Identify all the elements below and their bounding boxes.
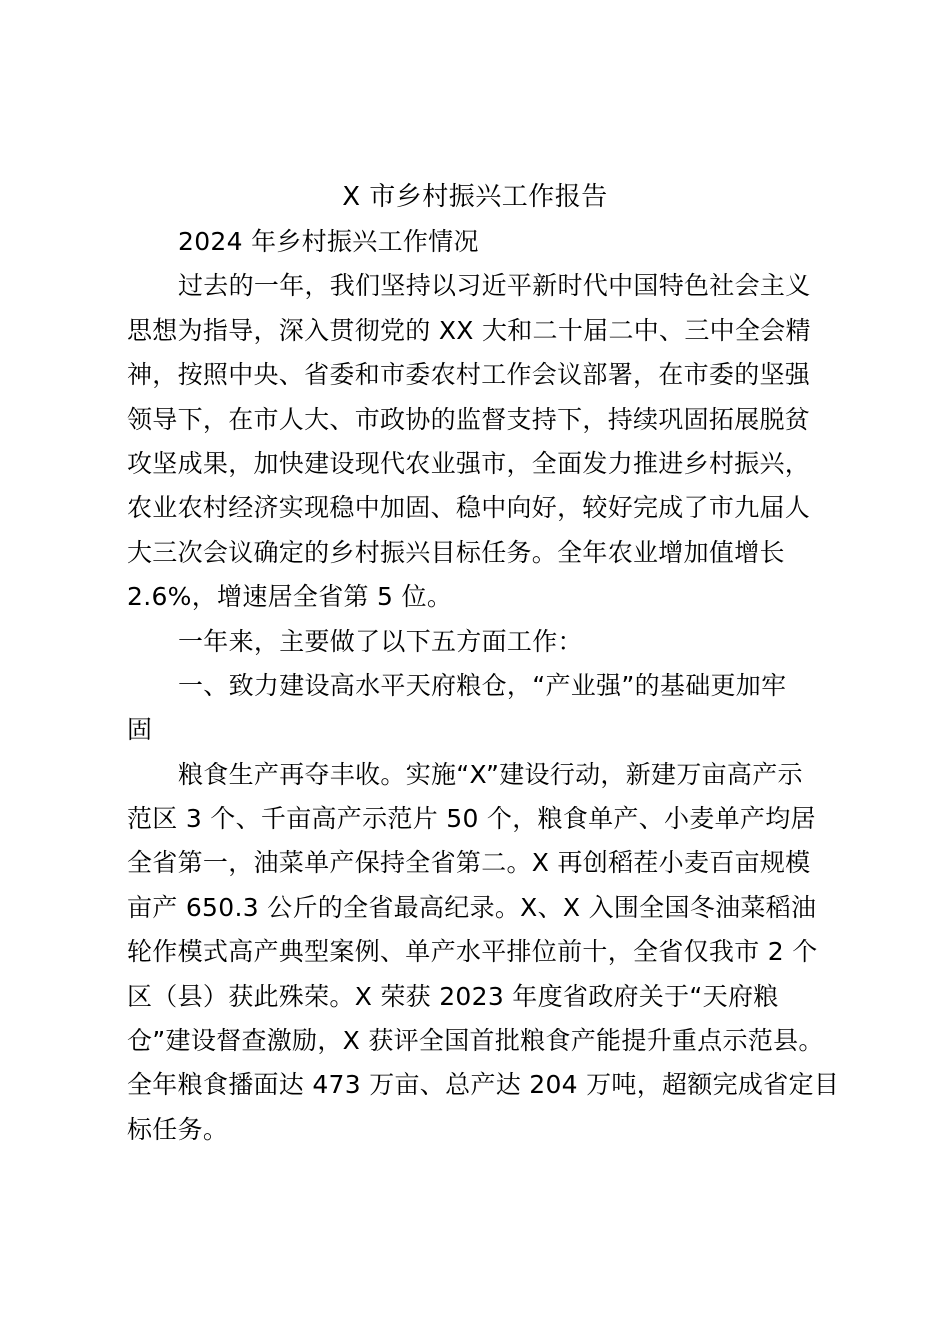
paragraph-line: 2.6%，增速居全省第 5 位。 [127, 582, 453, 612]
paragraph-line: 一年来，主要做了以下五方面工作： [178, 626, 583, 656]
paragraph-line: 范区 3 个、千亩高产示范片 50 个，粮食单产、小麦单产均居 [127, 804, 816, 834]
section-heading-one: 一、致力建设高水平天府粮仓，“产业强”的基础更加牢 [178, 670, 787, 700]
paragraph-line: 仓”建设督查激励，X 获评全国首批粮食产能提升重点示范县。 [127, 1026, 824, 1056]
paragraph-line: 领导下，在市人大、市政协的监督支持下，持续巩固拓展脱贫 [127, 404, 811, 434]
section-heading-2024: 2024 年乡村振兴工作情况 [178, 227, 479, 256]
paragraph-line: 亩产 650.3 公斤的全省最高纪录。X、X 入围全国冬油菜稻油 [127, 892, 817, 922]
document-title: X 市乡村振兴工作报告 [342, 182, 608, 212]
paragraph-line: 攻坚成果，加快建设现代农业强市，全面发力推进乡村振兴， [127, 448, 811, 478]
paragraph-line: 全省第一，油菜单产保持全省第二。X 再创稻茬小麦百亩规模 [127, 848, 811, 878]
paragraph-line: 农业农村经济实现稳中加固、稳中向好，较好完成了市九届人 [127, 493, 811, 523]
paragraph-line: 轮作模式高产典型案例、单产水平排位前十，全省仅我市 2 个 [127, 937, 818, 967]
paragraph-line: 思想为指导，深入贯彻党的 XX 大和二十届二中、三中全会精 [127, 315, 811, 345]
paragraph-line: 神，按照中央、省委和市委农村工作会议部署，在市委的坚强 [127, 360, 811, 390]
section-heading-one-cont: 固 [127, 715, 153, 745]
paragraph-line: 标任务。 [127, 1114, 229, 1144]
paragraph-line: 全年粮食播面达 473 万亩、总产达 204 万吨，超额完成省定目 [127, 1070, 840, 1100]
paragraph-line: 过去的一年，我们坚持以习近平新时代中国特色社会主义 [178, 271, 811, 301]
paragraph-line: 区（县）获此殊荣。X 荣获 2023 年度省政府关于“天府粮 [127, 981, 779, 1011]
paragraph-line: 粮食生产再夺丰收。实施“X”建设行动，新建万亩高产示 [178, 759, 803, 789]
paragraph-line: 大三次会议确定的乡村振兴目标任务。全年农业增加值增长 [127, 537, 785, 567]
document-body [127, 220, 840, 1152]
